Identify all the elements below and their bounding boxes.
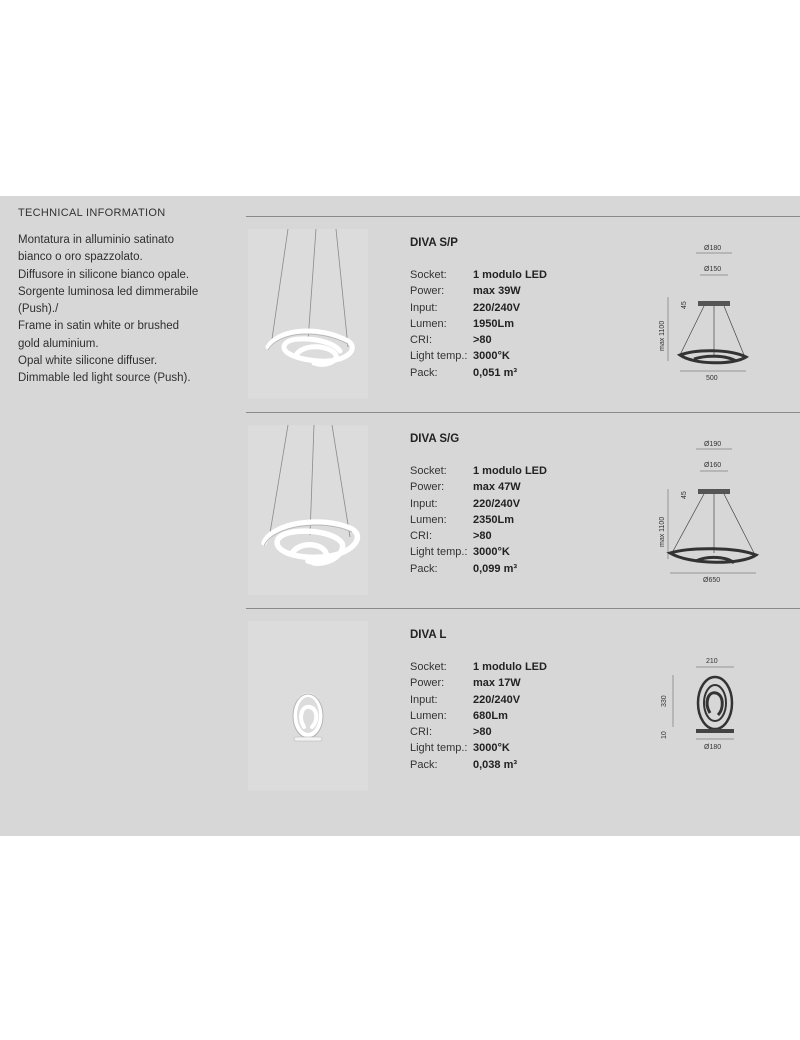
description-line: Montatura in alluminio satinato [18, 234, 174, 246]
spec-label: CRI: [410, 530, 432, 543]
product-section-diva-sg [246, 413, 800, 609]
spec-label: Socket: [410, 269, 447, 281]
spec-row-lumen [410, 316, 547, 332]
spec-value: 220/240V [473, 301, 521, 314]
dim-label: Ø160 [704, 462, 722, 469]
spec-row-cri [410, 724, 547, 740]
spec-label: Power: [410, 285, 445, 298]
dim-label: 210 [706, 658, 718, 665]
description-line: Sorgente luminosa led dimmerabile [18, 285, 199, 298]
spec-label: Light temp.: [410, 350, 468, 363]
dim-label: max 1100 [659, 516, 666, 547]
spec-row-input [410, 300, 547, 316]
dim-label: 330 [661, 695, 668, 707]
product-section-diva-l [246, 609, 800, 805]
spec-label: Power: [410, 481, 445, 494]
spec-row-power [410, 675, 547, 691]
description-line: Opal white silicone diffuser. [18, 355, 158, 368]
dim-label: Ø650 [703, 577, 721, 584]
spec-value: max 47W [473, 481, 521, 494]
product-title: DIVA S/G [410, 433, 460, 445]
spec-row-input [410, 496, 547, 512]
spec-value: 0,051 m³ [473, 366, 518, 379]
spec-value: 1 modulo LED [473, 269, 547, 281]
spec-value: max 17W [473, 677, 521, 690]
spec-label: Light temp.: [410, 546, 468, 559]
spec-label: CRI: [410, 726, 432, 739]
dim-label: max 1100 [659, 320, 666, 351]
description-line: (Push)./ [18, 303, 59, 316]
spec-label: Input: [410, 497, 438, 510]
spec-row-socket [410, 463, 547, 479]
spec-label: Socket: [410, 465, 447, 477]
spec-value: 3000°K [473, 546, 510, 559]
technical-drawing [646, 427, 776, 597]
spec-value: 3000°K [473, 350, 510, 363]
spec-label: Lumen: [410, 317, 447, 330]
dim-label: Ø150 [704, 266, 722, 273]
spec-label: Pack: [410, 562, 438, 575]
product-description [18, 232, 228, 388]
spec-value: 3000°K [473, 742, 510, 755]
product-title: DIVA S/P [410, 237, 458, 249]
dim-label: Ø180 [704, 744, 722, 751]
spec-value: 0,099 m³ [473, 562, 518, 575]
dim-label: 10 [661, 731, 668, 739]
spec-row-pack [410, 365, 547, 381]
dim-label: 45 [681, 491, 688, 499]
spec-value: 680Lm [473, 709, 508, 722]
spec-row-lumen [410, 708, 547, 724]
description-line: gold aluminium. [18, 337, 99, 350]
description-line: bianco o oro spazzolato. [18, 251, 143, 264]
spec-label: Lumen: [410, 709, 447, 722]
spec-row-socket [410, 659, 547, 675]
technical-drawing [646, 623, 776, 793]
spec-list [410, 659, 547, 773]
spec-row-pack [410, 561, 547, 577]
spec-value: >80 [473, 530, 492, 543]
spec-value: >80 [473, 726, 492, 739]
spec-label: Pack: [410, 758, 438, 771]
spec-label: Lumen: [410, 513, 447, 526]
product-section-diva-sp [246, 217, 800, 413]
spec-row-cri [410, 332, 547, 348]
product-photo [248, 229, 368, 399]
spec-row-light-temp [410, 544, 547, 560]
spec-row-light-temp [410, 348, 547, 364]
spec-value: 1 modulo LED [473, 661, 547, 673]
spec-value: 220/240V [473, 497, 521, 510]
spec-value: max 39W [473, 285, 521, 298]
spec-row-pack [410, 757, 547, 773]
spec-row-power [410, 479, 547, 495]
spec-list [410, 463, 547, 577]
spec-value: 0,038 m³ [473, 758, 518, 771]
spec-label: Light temp.: [410, 742, 468, 755]
spec-label: Power: [410, 677, 445, 690]
spec-value: 2350Lm [473, 513, 514, 526]
spec-row-power [410, 283, 547, 299]
spec-row-socket [410, 267, 547, 283]
description-line: Dimmable led light source (Push). [18, 372, 191, 385]
spec-value: 1950Lm [473, 317, 514, 330]
spec-label: Pack: [410, 366, 438, 379]
technical-drawing [646, 231, 776, 401]
spec-label: CRI: [410, 334, 432, 347]
product-photo [248, 621, 368, 791]
dim-label: 500 [706, 375, 718, 382]
spec-row-input [410, 692, 547, 708]
spec-row-cri [410, 528, 547, 544]
spec-row-light-temp [410, 740, 547, 756]
spec-row-lumen [410, 512, 547, 528]
product-photo [248, 425, 368, 595]
spec-value: 1 modulo LED [473, 465, 547, 477]
dim-label: Ø190 [704, 441, 722, 448]
spec-label: Socket: [410, 661, 447, 673]
spec-label: Input: [410, 693, 438, 706]
dim-label: 45 [681, 301, 688, 309]
description-line: Diffusore in silicone bianco opale. [18, 268, 190, 281]
spec-value: 220/240V [473, 693, 521, 706]
description-line: Frame in satin white or brushed [18, 320, 180, 333]
spec-value: >80 [473, 334, 492, 347]
dim-label: Ø180 [704, 245, 722, 252]
section-title: TECHNICAL INFORMATION [18, 207, 166, 219]
spec-list [410, 267, 547, 381]
product-title: DIVA L [410, 629, 447, 641]
spec-label: Input: [410, 301, 438, 314]
